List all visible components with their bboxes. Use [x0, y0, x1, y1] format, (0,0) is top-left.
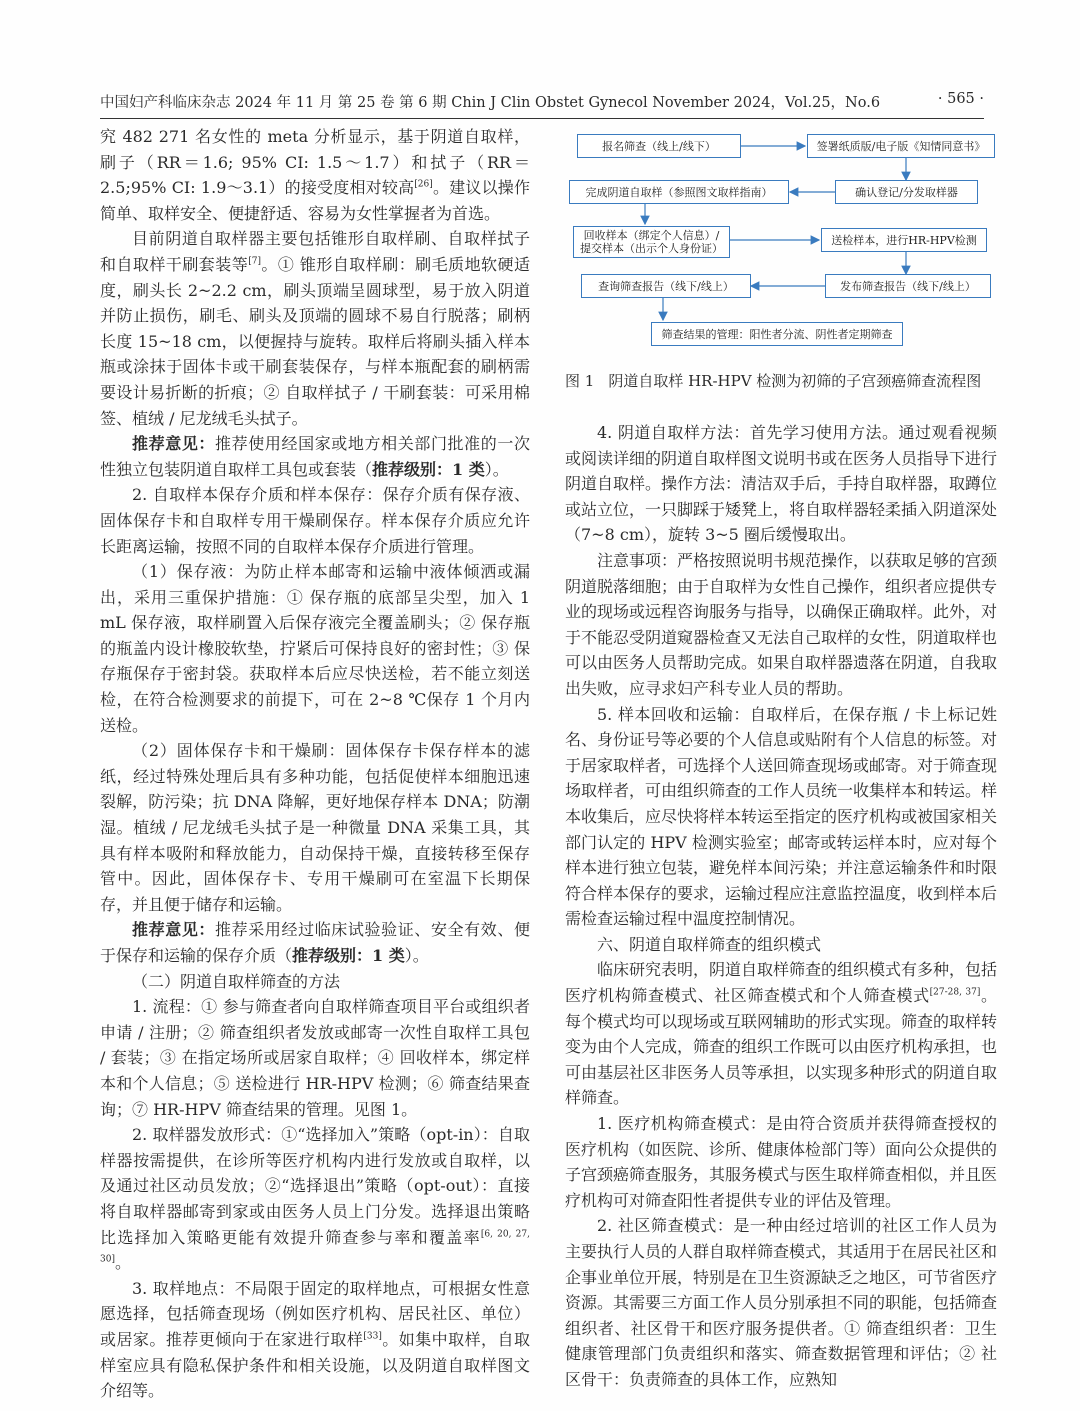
- paragraph: （2）固体保存卡和干燥刷：固体保存卡保存样本的滤纸，经过特殊处理后具有多种功能，包括促使样本细胞迅速裂解，防污染；抗 DNA 降解，更好地保存样本 DNA；防潮湿。植绒 / 尼龙绒毛头拭子是一种微量 DNA 采集工具，其具有样本吸附和释放能力，自动保持干燥，直接转移至保存管中。因此，固体保存卡、专用干燥刷可在室温下长期保存，并且便于储存和运输。: [100, 741, 530, 914]
- flow-step-self-sample: 完成阴道自取样（参照图文取样指南）: [569, 180, 789, 204]
- citation: [27-28, 37]: [929, 987, 981, 998]
- recommendation: 推荐意见：推荐使用经国家或地方相关部门批准的一次性独立包装阴道自取样工具包或套装（推荐级别：1 类）。: [100, 434, 530, 479]
- flow-step-hpv-test: 送检样本，进行HR-HPV检测: [821, 228, 987, 252]
- paragraph: 4. 阴道自取样方法：首先学习使用方法。通过观看视频或阅读详细的阴道自取样图文说明书或在医务人员指导下进行阴道自取样。操作方法：清洁双手后，手持自取样器，取蹲位或站立位，一只脚踩于矮凳上，将自取样器轻柔插入阴道深处（7~8 cm），旋转 3~5 圈后缓慢取出。: [565, 423, 998, 545]
- page-number: · 565 ·: [937, 91, 984, 107]
- flow-step-result-management: 筛查结果的管理：阳性者分流、阴性者定期筛查: [651, 322, 903, 346]
- citation: [7]: [248, 256, 261, 267]
- paragraph: 2. 自取样本保存介质和样本保存：保存介质有保存液、固体保存卡和自取样专用干燥刷保存。样本保存介质应允许长距离运输，按照不同的自取样本保存介质进行管理。: [100, 485, 530, 556]
- left-column: [100, 124, 530, 1404]
- journal-citation: 中国妇产科临床杂志 2024 年 11 月 第 25 卷 第 6 期 Chin J Clin Obstet Gynecol November 2024，Vol.25，No.6: [100, 95, 881, 111]
- paragraph: 目前阴道自取样器主要包括锥形自取样刷、自取样拭子和自取样干刷套装等[7]。① 锥形自取样刷：刷毛质地软硬适度，刷头长 2~2.2 cm，刷头顶端呈圆球型，易于放入阴道并防止损伤，刷毛、刷头及顶端的圆球不易自行脱落；刷柄长度 15~18 cm，以便握持与旋转。取样后将刷头插入样本瓶或涂抹于固体卡或干刷套装保存，与样本瓶配套的刷柄需要设计易折断的折痕；② 自取样拭子 / 干刷套装：可采用棉签、植绒 / 尼龙绒毛头拭子。: [100, 229, 530, 428]
- section-heading: 六、阴道自取样筛查的组织模式: [597, 934, 822, 954]
- section-heading: （二）阴道自取样筛查的方法: [132, 971, 341, 991]
- citation: [26]: [414, 179, 433, 190]
- paragraph: 2. 取样器发放形式：①“选择加入”策略（opt-in）：自取样器按需提供，在诊所等医疗机构内进行发放或自取样，以及通过社区动员发放；②“选择退出”策略（opt-out）：直接将自取样器邮寄到家或由医务人员上门分发。选择退出策略比选择加入策略更能有效提升筛查参与率和覆盖率[6, 20, 27, 30]。: [100, 1125, 530, 1273]
- citation: [33]: [363, 1331, 382, 1342]
- paragraph: 1. 医疗机构筛查模式：是由符合资质并获得筛查授权的医疗机构（如医院、诊所、健康体检部门等）面向公众提供的子宫颈癌筛查服务，其服务模式与医生取样筛查相似，并且医疗机构可对筛查阳性者提供专业的评估及管理。: [565, 1114, 998, 1210]
- paragraph: 5. 样本回收和运输：自取样后，在保存瓶 / 卡上标记姓名、身份证号等必要的个人信息或贴附有个人信息的标签。对于居家取样者，可选择个人送回筛查现场或邮寄。对于筛查现场取样者，可由组织筛查的工作人员统一收集样本和转运。样本收集后，应尽快将样本转运至指定的医疗机构或被国家相关部门认定的 HPV 检测实验室；邮寄或转运样本时，应对每个样本进行独立包装，避免样本间污染；并注意运输条件和时限符合样本保存的要求，运输过程应注意监控温度，收到样本后需检查运输过程中温度控制情况。: [565, 704, 998, 929]
- paragraph: （1）保存液：为防止样本邮寄和运输中液体倾洒或漏出，采用三重保护措施：① 保存瓶的底部呈尖型，加入 1 mL 保存液，取样刷置入后保存液完全覆盖刷头；② 保存瓶的瓶盖内设计橡胶软垫，拧紧后可保持良好的密封性；③ 保存瓶保存于密封袋。获取样本后应尽快送检，若不能立刻送检，在符合检测要求的前提下，可在 2~8 ℃保存 1 个月内送检。: [100, 562, 530, 735]
- paragraph: 究 482 271 名女性的 meta 分析显示，基于阴道自取样，刷子（RR＝1.6; 95% CI: 1.5～1.7）和拭子（RR＝2.5;95% CI: 1.9～3.1）的接受度相对较高[26]。建议以操作简单、取样安全、便捷舒适、容易为女性掌握者为首选。: [100, 127, 530, 223]
- paragraph: 3. 取样地点：不局限于固定的取样地点，可根据女性意愿选择，包括筛查现场（例如医疗机构、居民社区、单位）或居家。推荐更倾向于在家进行取样[33]。如集中取样，自取样室应具有隐私保护条件和相关设施，以及阴道自取样图文介绍等。: [100, 1278, 530, 1401]
- flow-step-register: 报名筛查（线上/线下）: [577, 134, 741, 158]
- paragraph: 注意事项：严格按照说明书规范操作，以获取足够的宫颈阴道脱落细胞；由于自取样为女性自己操作，组织者应提供专业的现场或远程咨询服务与指导，以确保正确取样。此外，对于不能忍受阴道窥器检查又无法自己取样的女性，阴道取样也可以由医务人员帮助完成。如果自取样器遗落在阴道，自我取出失败，应寻求妇产科专业人员的帮助。: [565, 550, 998, 698]
- figure-label: 图 1: [565, 372, 595, 390]
- flow-step-return-sample: 回收样本（绑定个人信息）/ 提交样本（出示个人身份证）: [573, 226, 730, 258]
- figure-caption: [565, 370, 1005, 391]
- paragraph: 2. 社区筛查模式：是一种由经过培训的社区工作人员为主要执行人员的人群自取样筛查模式，其适用于在居民社区和企事业单位开展，特别是在卫生资源缺乏之地区，可节省医疗资源。其需要三方面工作人员分别承担不同的职能，包括筛查组织者、社区骨干和医疗服务提供者。① 筛查组织者：卫生健康管理部门负责组织和落实、筛查数据管理和评估；② 社区骨干：负责筛查的具体工作，应熟知: [565, 1216, 998, 1389]
- figure-title: 阴道自取样 HR-HPV 检测为初筛的子宫颈癌筛查流程图: [608, 372, 982, 390]
- flow-step-consent: 签署纸质版/电子版《知情同意书》: [807, 134, 995, 158]
- flow-step-query-report: 查询筛查报告（线下/线上）: [581, 274, 751, 298]
- citation: [6, 20, 27, 30]: [100, 1229, 530, 1265]
- paragraph: 1. 流程：① 参与筛查者向自取样筛查项目平台或组织者申请 / 注册；② 筛查组织者发放或邮寄一次性自取样工具包 / 套装；③ 在指定场所或居家自取样；④ 回收样本，绑定样本和个人信息；⑤ 送检进行 HR-HPV 检测；⑥ 筛查结果查询；⑦ HR-HPV 筛查结果的管理。见图 1。: [100, 997, 530, 1119]
- recommendation: 推荐意见：推荐采用经过临床试验验证、安全有效、便于保存和运输的保存介质（推荐级别：1 类）。: [100, 920, 530, 965]
- flowchart-figure: [565, 126, 997, 406]
- running-header: [100, 88, 984, 119]
- right-column: [565, 420, 997, 1393]
- flow-step-dispense: 确认登记/分发取样器: [835, 180, 978, 204]
- flow-step-publish-report: 发布筛查报告（线下/线上）: [825, 274, 991, 298]
- paragraph: 临床研究表明，阴道自取样筛查的组织模式有多种，包括医疗机构筛查模式、社区筛查模式和个人筛查模式[27-28, 37]。每个模式均可以现场或互联网辅助的形式实现。筛查的取样转变为由个人完成，筛查的组织工作既可以由医疗机构承担，也可由基层社区非医务人员等承担，以实现多种形式的阴道自取样筛查。: [565, 960, 998, 1108]
